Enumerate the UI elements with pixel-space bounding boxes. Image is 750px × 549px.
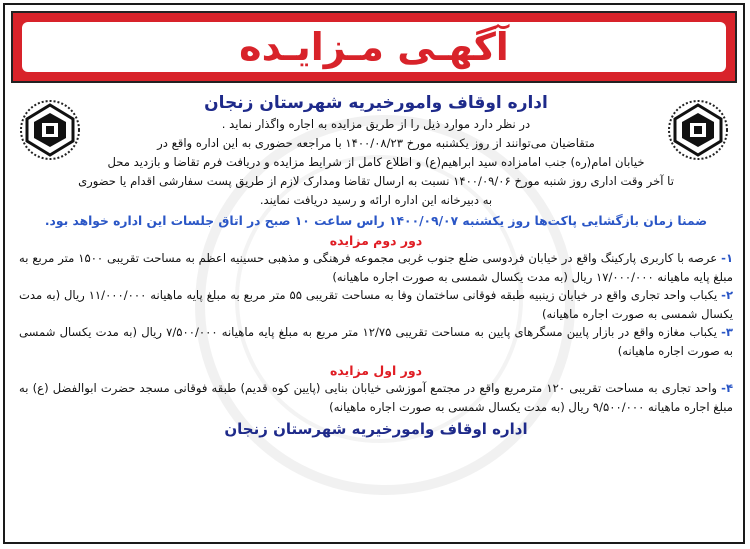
intro-line: به دبیرخانه این اداره ارائه و رسید دریافت نمایند. bbox=[259, 193, 493, 207]
title-banner bbox=[11, 11, 737, 83]
round-two-title: دور دوم مزایده bbox=[329, 233, 423, 248]
org-title: اداره اوقاف وامورخیریه شهرستان زنجان bbox=[204, 93, 548, 113]
intro-line: خیابان امام(ره) جنب امامزاده سید ابراهیم(ع) و اطلاع کامل از شرایط مزایده و دریافت فرم تقاضا و بازدید محل bbox=[107, 155, 645, 169]
footer-org-title: اداره اوقاف وامورخیریه شهرستان زنجان bbox=[224, 420, 528, 438]
list-item bbox=[15, 249, 737, 286]
item-text: واحد تجاری به مساحت تقریبی ۱۲۰ مترمربع واقع در مجتمع آموزشی خیابان بنایی (پایین کوه قدیم) طبقه فوقانی مسجد حضرت ابوالفضل (ع) به مبلغ اجاره ماهیانه ۹/۵۰۰/۰۰۰ ریال (به مدت یکسال شمسی به صورت اجاره ماهیانه) bbox=[19, 381, 733, 414]
item-text: عرصه با کاربری پارکینگ واقع در خیابان فردوسی ضلع جنوب غربی مجموعه فرهنگی و مذهبی حسینیه اعظم به مساحت تقریبی ۱۵۰۰ متر مربع به مبلغ پایه ماهیانه ۱۷/۰۰۰/۰۰۰ ریال (به مدت یکسال شمسی به صورت اجاره ماهیانه) bbox=[19, 251, 733, 284]
opening-notice: ضمنا زمان بازگشایی پاکت‌ها روز یکشنبه ۱۴۰۰/۰۹/۰۷ راس ساعت ۱۰ صبح در اتاق جلسات این اداره خواهد بود. bbox=[44, 214, 708, 228]
item-number: ۱- bbox=[721, 251, 734, 265]
title-banner-inner bbox=[22, 22, 726, 72]
intro-line: در نظر دارد موارد ذیل را از طریق مزایده به اجاره واگذار نماید . bbox=[221, 117, 531, 131]
page-title: آگهـی مـزایـده bbox=[239, 25, 509, 69]
intro-line: تا آخر وقت اداری روز شنبه مورخ ۱۴۰۰/۰۹/۰۶ نسبت به ارسال تقاضا ومدارک لازم از طریق پست سفارشی اقدام یا حضوری bbox=[78, 174, 674, 188]
notice-frame bbox=[3, 3, 745, 544]
list-item bbox=[15, 379, 737, 416]
list-item bbox=[15, 323, 737, 360]
item-text: یکباب مغازه واقع در بازار پایین مسگرهای پایین به مساحت تقریبی ۱۲/۷۵ متر مربع به مبلغ پایه ماهیانه ۷/۵۰۰/۰۰۰ ریال (به مدت یکسال شمسی به صورت اجاره ماهیانه) bbox=[19, 325, 733, 358]
item-number: ۴- bbox=[721, 381, 734, 395]
notice-content bbox=[15, 89, 737, 438]
intro-line: متقاضیان می‌توانند از روز یکشنبه مورخ ۱۴۰۰/۰۸/۲۳ با مراجعه حضوری به این اداره واقع در bbox=[157, 136, 595, 150]
list-item bbox=[15, 286, 737, 323]
item-text: یکباب واحد تجاری واقع در خیابان زینبیه طبقه فوقانی ساختمان وفا به مساحت تقریبی ۵۵ متر مربع به مبلغ پایه ماهیانه ۱۱/۰۰۰/۰۰۰ ریال (به مدت یکسال شمسی به صورت اجاره ماهیانه) bbox=[19, 288, 733, 321]
round-one-title: دور اول مزایده bbox=[329, 363, 423, 378]
item-number: ۳- bbox=[721, 325, 733, 339]
item-number: ۲- bbox=[721, 288, 734, 302]
intro-text-wide bbox=[15, 153, 737, 210]
intro-text bbox=[15, 115, 737, 153]
